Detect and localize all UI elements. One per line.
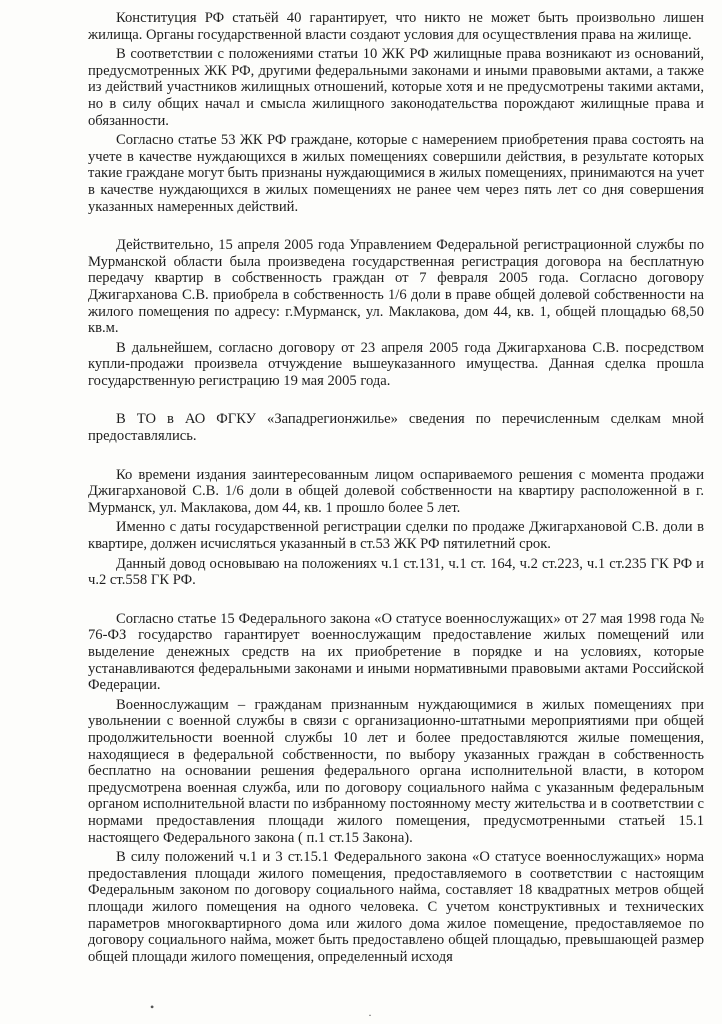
scan-mark: · [368, 1008, 372, 1022]
paragraph: Конституция РФ статьёй 40 гарантирует, что никто не может быть произвольно лишен жилища. Органы государственной власти создают условия для осуществления права на жилище. [88, 10, 704, 43]
paragraph: В дальнейшем, согласно договору от 23 апреля 2005 года Джигарханова С.В. посредством купли-продажи произвела отчуждение вышеуказанного имущества. Данная сделка прошла государственную регистрацию 19 мая 2005 года. [88, 339, 704, 389]
paragraph: Ко времени издания заинтересованным лицом оспариваемого решения с момента продажи Джигархановой С.В. 1/6 доли в общей долевой собственности на квартиру расположенной в г. Мурманск, ул. Маклакова, дом 44, кв. 1 прошло более 5 лет. [88, 466, 704, 516]
paragraph: В ТО в АО ФГКУ «Западрегионжилье» сведения по перечисленным сделкам мной предоставлялись. [88, 411, 704, 445]
paragraph: Согласно статье 53 ЖК РФ граждане, которые с намерением приобретения права состоять на учете в качестве нуждающихся в жилых помещениях совершили действия, в результате которых такие граждане могут быть признаны нуждающимися в жилых помещениях, принимаются на учет в качестве нуждающихся в жилых помещениях не ранее чем через пять лет со дня совершения указанных намеренных действий. [88, 132, 704, 215]
paragraph: Данный довод основываю на положениях ч.1 ст.131, ч.1 ст. 164, ч.2 ст.223, ч.1 ст.235 ГК РФ и ч.2 ст.558 ГК РФ. [88, 555, 704, 589]
document-page [88, 10, 704, 965]
paragraph: Военнослужащим – гражданам признанным нуждающимися в жилых помещениях при увольнении с военной службы в связи с организационно-штатными мероприятиями при общей продолжительности военной службы 10 лет и более предоставляются жилые помещения, находящиеся в федеральной собственности, по выбору указанных граждан в собственность бесплатно на основании решения федерального органа исполнительной власти, в котором предусмотрена военная служба, или по договору социального найма с указанным федеральным органом исполнительной власти по избранному постоянному месту жительства и в соответствии с нормами предоставления площади жилого помещения, предусмотренными статьей 15.1 настоящего Федерального закона ( п.1 ст.15 Закона). [88, 696, 704, 846]
paragraph: В силу положений ч.1 и 3 ст.15.1 Федерального закона «О статусе военнослужащих» норма предоставления площади жилого помещения, предоставляемого в соответствии с настоящим Федеральным законом по договору социального найма, составляет 18 квадратных метров общей площади жилого помещения на одного человека. С учетом конструктивных и технических параметров многоквартирного дома или жилого дома жилое помещение, предоставляемое по договору социального найма, может быть предоставлено общей площадью, превышающей размер общей площади жилого помещения, определенный исходя [88, 849, 704, 965]
paragraph: В соответствии с положениями статьи 10 ЖК РФ жилищные права возникают из оснований, предусмотренных ЖК РФ, другими федеральными законами и иными правовыми актами, а также из действий участников жилищных отношений, которые хотя и не предусмотрены такими актами, но в силу общих начал и смысла жилищного законодательства порождают жилищные права и обязанности. [88, 46, 704, 129]
paragraph: Действительно, 15 апреля 2005 года Управлением Федеральной регистрационной службы по Мурманской области была произведена государственная регистрация договора на бесплатную передачу квартир в собственность граждан от 7 февраля 2005 года. Согласно договору Джигархановa С.В. приобрела в собственность 1/6 доли в праве общей долевой собственности на жилого помещения по адресу: г.Мурманск, ул. Маклакова, дом 44, кв. 1, общей площадью 68,50 кв.м. [88, 237, 704, 337]
scan-mark: • [150, 1000, 155, 1014]
paragraph: Именно с даты государственной регистрации сделки по продаже Джигархановой С.В. доли в квартире, должен исчисляться указанный в ст.53 ЖК РФ пятилетний срок. [88, 519, 704, 553]
paragraph: Согласно статье 15 Федерального закона «О статусе военнослужащих» от 27 мая 1998 года № 76-ФЗ государство гарантирует военнослужащим предоставление жилых помещений или выделение денежных средств на их приобретение в порядке и на условиях, которые устанавливаются федеральными законами и иными нормативными правовыми актами Российской Федерации. [88, 610, 704, 694]
